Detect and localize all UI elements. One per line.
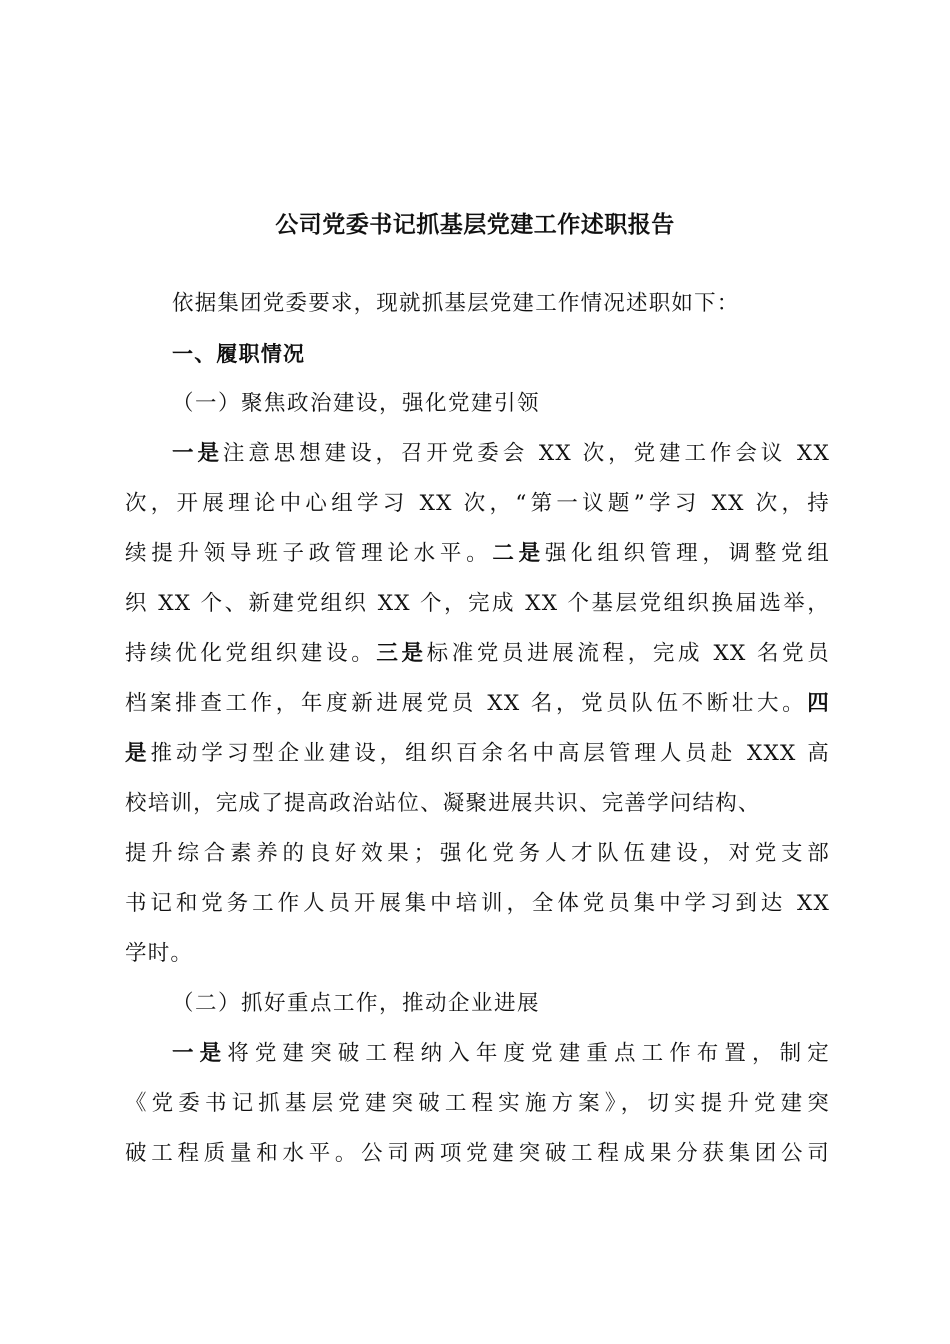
paragraph-line: 续提升领导班子政管理论水平。二是强化组织管理，调整党组 (125, 541, 830, 566)
subsection-heading-2: （二）抓好重点工作，推动企业进展 (172, 991, 541, 1016)
paragraph-line: 一是注意思想建设，召开党委会 XX 次，党建工作会议 XX (172, 441, 830, 466)
paragraph-line: 次，开展理论中心组学习 XX 次，“第一议题”学习 XX 次，持 (125, 491, 830, 516)
paragraph-line: 学时。 (125, 941, 194, 966)
paragraph-line: 提升综合素养的良好效果；强化党务人才队伍建设，对党支部 (125, 841, 830, 866)
subsection-heading-1: （一）聚焦政治建设，强化党建引领 (172, 391, 541, 416)
document-title: 公司党委书记抓基层党建工作述职报告 (275, 212, 675, 238)
paragraph-line: 档案排查工作，年度新进展党员 XX 名，党员队伍不断壮大。四 (125, 691, 830, 716)
intro-paragraph: 依据集团党委要求，现就抓基层党建工作情况述职如下： (172, 291, 740, 316)
paragraph-line: 破工程质量和水平。公司两项党建突破工程成果分获集团公司 (125, 1141, 830, 1166)
paragraph-line: 校培训，完成了提高政治站位、凝聚进展共识、完善学问结构、 (125, 791, 761, 816)
section-heading-1: 一、履职情况 (172, 342, 306, 366)
paragraph-line: 是推动学习型企业建设，组织百余名中高层管理人员赴 XXX 高 (125, 741, 830, 766)
paragraph-line: 《党委书记抓基层党建突破工程实施方案》，切实提升党建突 (125, 1091, 830, 1116)
keyword-first: 一是 (172, 441, 223, 466)
paragraph-line: 持续优化党组织建设。三是标准党员进展流程，完成 XX 名党员 (125, 641, 831, 666)
keyword-fourth-part1: 四 (807, 691, 830, 716)
paragraph-line: 织 XX 个、新建党组织 XX 个，完成 XX 个基层党组织换届选举， (125, 591, 830, 616)
keyword-second: 二是 (492, 541, 545, 566)
paragraph-line: 一是将党建突破工程纳入年度党建重点工作布置，制定 (172, 1041, 830, 1066)
keyword-first: 一是 (172, 1041, 228, 1066)
paragraph-line: 书记和党务工作人员开展集中培训，全体党员集中学习到达 XX (125, 891, 830, 916)
keyword-fourth-part2: 是 (125, 741, 151, 766)
keyword-third: 三是 (376, 641, 427, 666)
